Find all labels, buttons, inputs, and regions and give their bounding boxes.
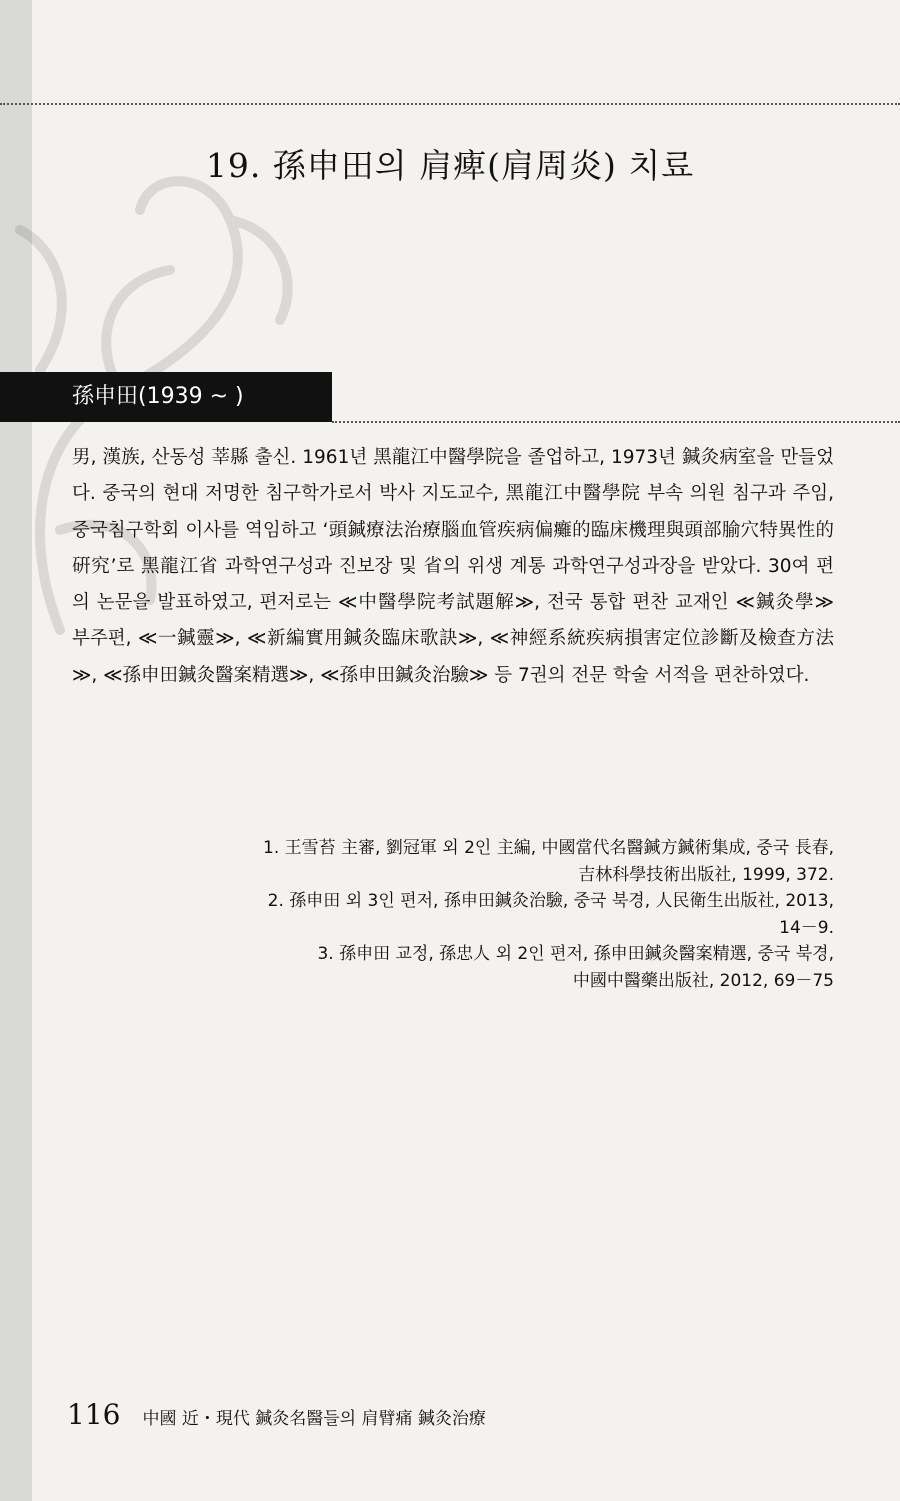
reference-line: 吉林科學技術出版社, 1999, 372. [578,864,834,885]
page-footer [67,1398,486,1438]
banner-dotted-rule [332,421,900,423]
name-banner: 孫申田(1939 ~ ) [0,372,332,422]
reference-list [100,835,834,994]
page-number: 116 [67,1398,121,1431]
reference-line: 14－9. [779,917,834,938]
reference-item [100,888,834,941]
reference-line: 3. 孫申田 교정, 孫忠人 외 2인 편저, 孫申田鍼灸醫案精選, 중국 북경, [317,944,834,964]
reference-line: 1. 王雪苔 主審, 劉冠軍 외 2인 主編, 中國當代名醫鍼方鍼術集成, 중국 長春, [263,838,834,858]
reference-item [100,941,834,994]
top-dotted-rule [0,103,900,105]
reference-item [100,835,834,888]
chapter-title: 19. 孫申田의 肩痺(肩周炎) 치료 [205,146,695,185]
biography-paragraph: 男, 漢族, 산동성 莘縣 출신. 1961년 黑龍江中醫學院을 졸업하고, 1973년 鍼灸病室을 만들었다. 중국의 현대 저명한 침구학가로서 박사 지도교수, 黑龍江中醫學院 부속 의원 침구과 주임, 중국침구학회 이사를 역임하고 ‘頭鍼療法治療腦血管疾病偏癱的臨床機理與頭部腧穴特異性的硏究’로 黑龍江省 과학연구성과 진보장 및 省의 위생 계통 과학연구성과장을 받았다. 30여 편의 논문을 발표하였고, 편저로는 ≪中醫學院考試題解≫, 전국 통합 편찬 교재인 ≪鍼灸學≫ 부주편, ≪一鍼靈≫, ≪新編實用鍼灸臨床歌訣≫, ≪神經系統疾病損害定位診斷及檢查方法≫, ≪孫申田鍼灸醫案精選≫, ≪孫申田鍼灸治驗≫ 등 7권의 전문 학술 서적을 편찬하였다. [72,447,834,686]
reference-line: 2. 孫申田 외 3인 편저, 孫申田鍼灸治驗, 중국 북경, 人民衛生出版社, 2013, [267,891,834,911]
reference-line: 中國中醫藥出版社, 2012, 69－75 [572,970,834,991]
running-title: 中國 近・現代 鍼灸名醫들의 肩臂痛 鍼灸治療 [142,1409,486,1429]
